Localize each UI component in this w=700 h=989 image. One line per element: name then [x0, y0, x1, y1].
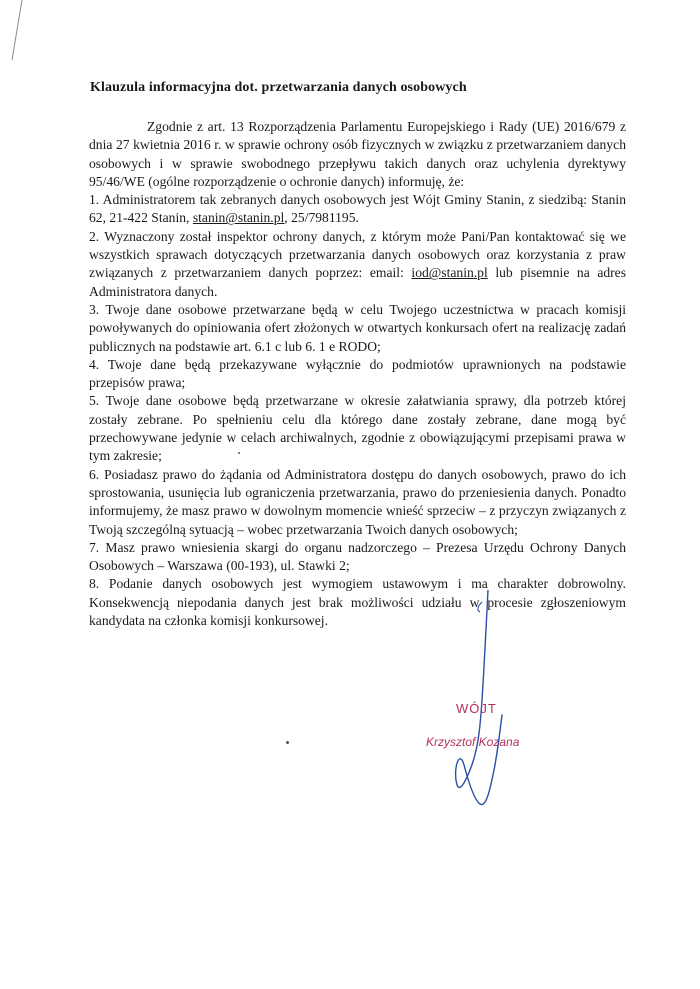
paragraph-2 [89, 228, 626, 301]
paragraph-8: 8. Podanie danych osobowych jest wymogiem ustawowym i ma charakter dobrowolny. Konsekwencją niepodania danych jest brak możliwości udziału w procesie zgłoszeniowym kandydata na członka komisji konkursowej. [89, 576, 626, 629]
paragraph-1-text: 1. Administratorem tak zebranych danych osobowych jest Wójt Gminy Stanin, z siedzibą: Stanin 62, 21-422 Stanin, [89, 192, 626, 226]
paragraph-1 [89, 191, 626, 228]
iod-email-link[interactable]: iod@stanin.pl [411, 265, 488, 281]
scan-speck [286, 741, 289, 744]
paragraph-2-text: 2. Wyznaczony został inspektor ochrony danych, z którym może Pani/Pan kontaktować się we wszystkich sprawach dotyczących przetwarzania danych osobowych oraz korzystania z praw związanych z przetwarzaniem danych poprzez: email: [89, 228, 626, 281]
scan-edge-mark [0, 0, 40, 80]
paragraph-2-tail: lub pisemnie na adres Administratora danych. [89, 265, 627, 299]
handwritten-signature [430, 590, 520, 830]
document-title: Klauzula informacyjna dot. przetwarzania danych osobowych [90, 80, 467, 95]
stamp-title: WÓJT [456, 701, 497, 716]
admin-email-link[interactable]: stanin@stanin.pl [192, 210, 285, 226]
intro-paragraph: Zgodnie z art. 13 Rozporządzenia Parlamentu Europejskiego i Rady (UE) 2016/679 z dnia 27 kwietnia 2016 r. w sprawie ochrony osób fizycznych w związku z przetwarzaniem danych osobowych i w sprawie swobodnego przepływu takich danych oraz uchylenia dyrektywy 95/46/WE (ogólne rozporządzenie o ochronie danych) informuję, że: [89, 119, 626, 189]
paragraph-5: 5. Twoje dane osobowe będą przetwarzane w okresie załatwiania sprawy, dla potrzeb której zostały zebrane. Po spełnieniu celu dla którego dane zostały zebrane, dane mogą być przechowywane jedynie w celach archiwalnych, zgodnie z obowiązującymi przepisami prawa w tym zakresie; [89, 393, 626, 464]
paragraph-4: 4. Twoje dane będą przekazywane wyłącznie do podmiotów uprawnionych na podstawie przepisów prawa; [89, 356, 626, 391]
scan-speck [238, 452, 240, 454]
paragraph-1-phone: , 25/7981195. [284, 210, 359, 226]
paragraph-7: 7. Masz prawo wniesienia skargi do organu nadzorczego – Prezesa Urzędu Ochrony Danych Osobowych – Warszawa (00-193), ul. Stawki 2; [89, 539, 626, 574]
document-body [89, 118, 626, 630]
paragraph-3: 3. Twoje dane osobowe przetwarzane będą w celu Twojego uczestnictwa w pracach komisji powoływanych do opiniowania ofert złożonych w otwartych konkursach ofert na realizację zadań publicznych na podstawie art. 6.1 c lub 6. 1 e RODO; [89, 301, 626, 354]
paragraph-6: 6. Posiadasz prawo do żądania od Administratora dostępu do danych osobowych, prawo do ich sprostowania, usunięcia lub ograniczenia przetwarzania, prawo do przeniesienia danych. Ponadto informujemy, że masz prawo w dowolnym momencie wnieść sprzeciw – z przyczyn związanych z Twoją szczególną sytuacją – wobec przetwarzania Twoich danych osobowych; [89, 466, 626, 537]
stamp-name: Krzysztof Kozana [426, 735, 520, 749]
